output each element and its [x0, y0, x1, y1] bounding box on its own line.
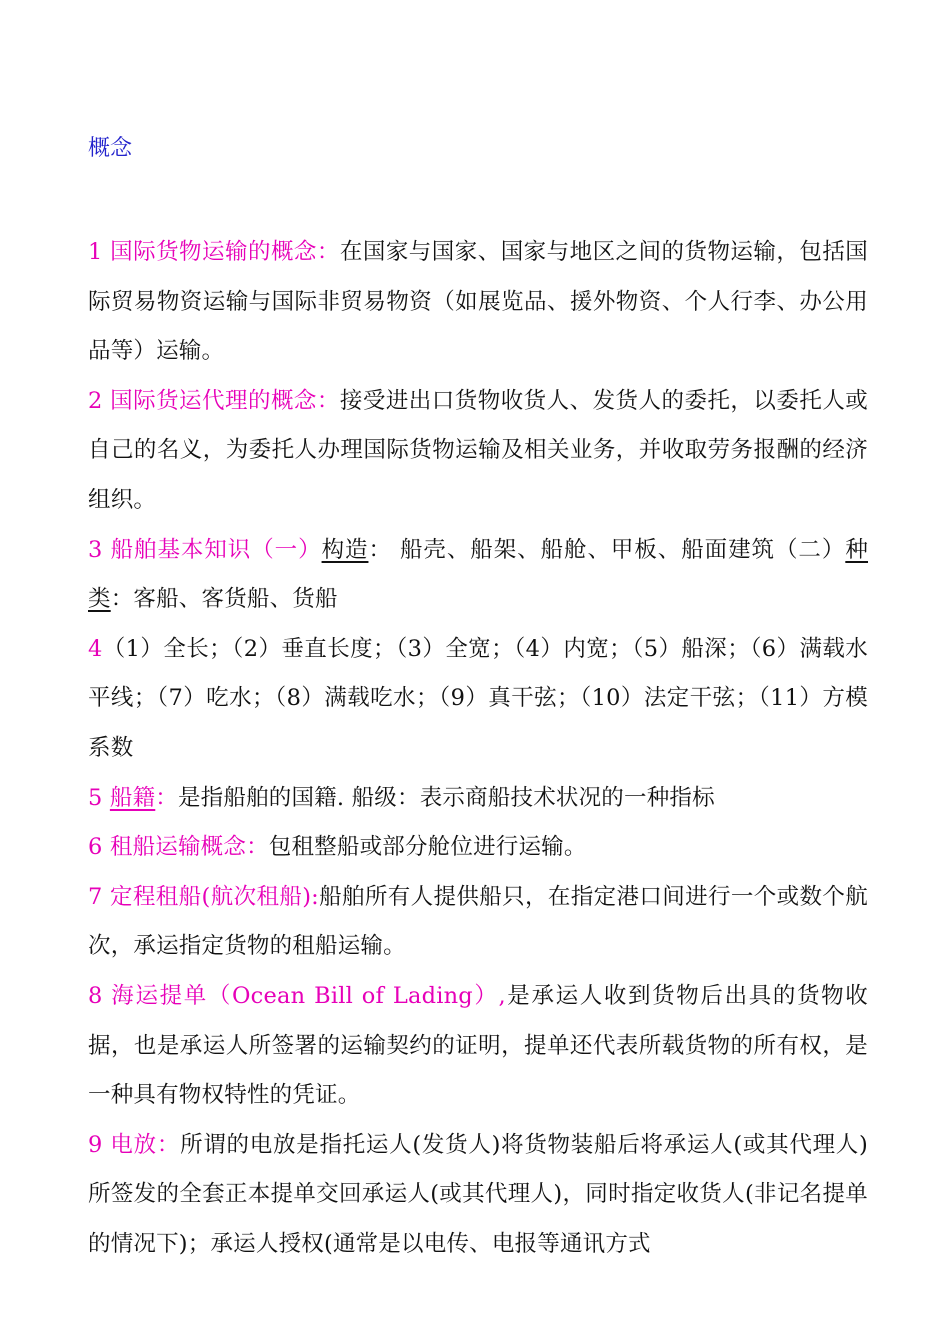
concept-text: 船舶所有人提供船只，在指定港口间进行一个或数个航次，承运指定货物的租船运输。: [88, 883, 868, 960]
concept-text: 在国家与国家、国家与地区之间的货物运输，包括国际贸易物资运输与国际非贸易物资（如展览品、援外物资、个人行李、办公用品等）运输。: [88, 239, 868, 365]
concept-term: 6 租船运输概念：: [88, 834, 269, 861]
concept-text: 包租整船或部分舱位进行运输。: [268, 834, 587, 861]
concept-text: 是承运人收到货物后出具的货物收据，也是承运人所签署的运输契约的证明，提单还代表所载货物的所有权，是一种具有物权特性的凭证。: [88, 982, 868, 1109]
concept-term: 8 海运提单（Ocean Bill of Lading）,: [88, 982, 506, 1009]
concept-item-2: [88, 377, 868, 526]
concept-text: 接受进出口货物收货人、发货人的委托，以委托人或自己的名义，为委托人办理国际货物运输及相关业务，并收取劳务报酬的经济组织。: [88, 387, 868, 513]
concept-term: 2 国际货运代理的概念：: [88, 387, 340, 414]
concept-item-1: [88, 228, 868, 377]
concept-term: 9 电放：: [88, 1131, 181, 1158]
concept-text: ： 船壳、船架、船舱、甲板、船面建筑（二）: [368, 536, 846, 563]
concept-item-9: [88, 1121, 868, 1270]
concept-term-colon: ：: [155, 784, 178, 811]
concept-item-8: [88, 972, 868, 1121]
concept-term: 3 船舶基本知识（一）: [88, 536, 322, 563]
concept-item-3: [88, 526, 868, 625]
concept-term: 5: [88, 784, 110, 811]
concept-item-5: [88, 774, 868, 824]
page-title: 概念: [88, 136, 133, 161]
concept-text: 所谓的电放是指托运人(发货人)将货物装船后将承运人(或其代理人)所签发的全套正本提单交回承运人(或其代理人)，同时指定收货人(非记名提单的情况下)；承运人授权(通常是以电传、电报等通讯方式: [88, 1131, 869, 1257]
concept-term: 7 定程租船(航次租船):: [88, 883, 319, 910]
concept-text: 是指船舶的国籍. 船级：表示商船技术状况的一种指标: [177, 784, 715, 811]
underlined-term-structure: 构造: [321, 536, 369, 563]
concept-list: [88, 228, 868, 1269]
concept-term: 4: [88, 635, 103, 662]
concept-item-7: [88, 873, 868, 972]
underlined-term-types: 种类: [88, 536, 869, 613]
concept-item-4: [88, 625, 868, 774]
concept-item-6: [88, 823, 868, 873]
underlined-term-registry: 船籍: [109, 784, 156, 811]
concept-term: 1 国际货物运输的概念：: [88, 239, 340, 265]
concept-text: ：客船、客货船、货船: [110, 586, 338, 613]
concept-text: （1）全长；（2）垂直长度；（3）全宽；（4）内宽；（5）船深；（6）满载水平线；（7）吃水；（8）满载吃水；（9）真干弦；（10）法定干弦；（11）方模系数: [88, 635, 868, 761]
